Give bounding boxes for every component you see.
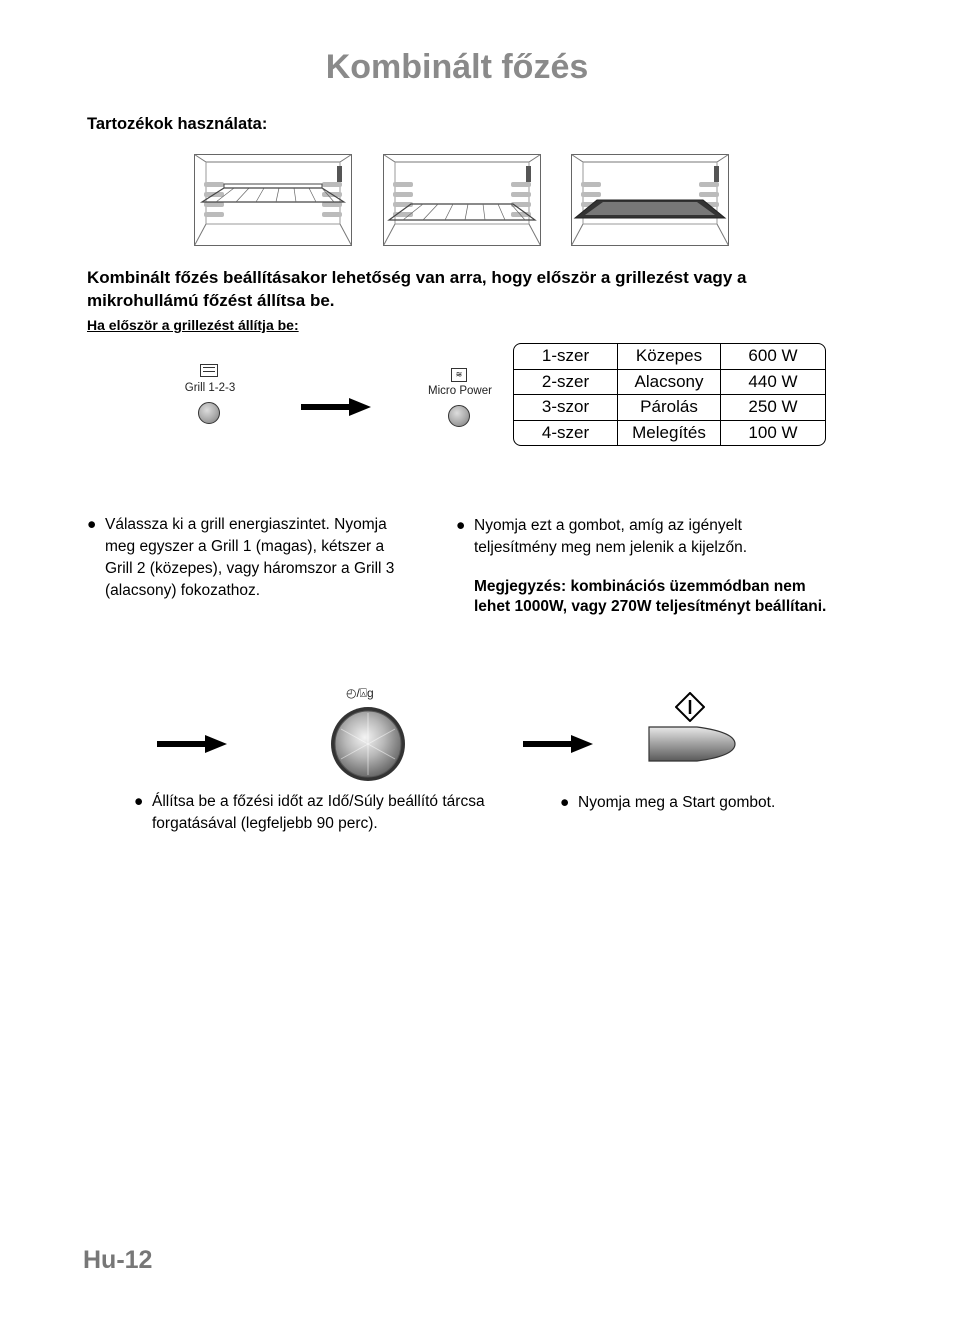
oven-low-rack-illustration [383,154,541,246]
start-icon [675,692,705,722]
table-cell: 250 W [721,395,825,421]
page-title: Kombinált főzés [325,48,589,86]
time-weight-icon: ◴/⍓g [346,686,374,700]
micro-power-button-label: Micro Power [428,385,492,397]
micro-instruction [456,515,814,559]
table-cell: Közepes [618,344,721,370]
page-number: Hu-12 [83,1246,153,1274]
start-button[interactable] [647,724,739,764]
table-cell: 3-szor [514,395,618,421]
dial-instruction-text: Állítsa be a főzési időt az Idő/Súly beállító tárcsa forgatásával (legfeljebb 90 perc). [152,793,485,832]
table-cell: 440 W [721,370,825,396]
table-cell: 1-szer [514,344,618,370]
grill-instruction [87,514,405,602]
arrow-right-icon [301,398,371,416]
table-row [514,370,825,396]
microwave-icon: ≋ [451,368,467,382]
time-weight-dial[interactable] [329,705,407,783]
oven-high-rack-illustration [194,154,352,246]
grill-button[interactable] [198,402,220,424]
start-instruction [560,792,878,814]
intro-text: Kombinált főzés beállításakor lehetőség van arra, hogy először a grillezést vagy a mikrohullámú főzést állítsa be. [87,268,747,310]
micro-instruction-text: Nyomja ezt a gombot, amíg az igényelt teljesítmény meg nem jelenik a kijelzőn. [474,517,748,556]
grill-instruction-text: Válassza ki a grill energiaszintet. Nyomja meg egyszer a Grill 1 (magas), kétszer a Grill 2 (közepes), vagy háromszor a Grill 3 (alacsony) fokozathoz. [105,516,395,599]
dial-instruction [134,791,492,835]
table-cell: Párolás [618,395,721,421]
table-cell: 4-szer [514,421,618,446]
bullet-icon: ● [560,794,570,811]
table-row [514,395,825,421]
arrow-right-icon [157,735,227,753]
table-cell: 2-szer [514,370,618,396]
bullet-icon: ● [87,516,97,533]
bullet-icon: ● [456,517,466,534]
oven-tray-illustration [571,154,729,246]
table-cell: Melegítés [618,421,721,446]
table-cell: Alacsony [618,370,721,396]
start-instruction-text: Nyomja meg a Start gombot. [578,794,776,811]
grill-icon [200,364,218,377]
table-row [514,344,825,370]
arrow-right-icon [523,735,593,753]
note-text: Megjegyzés: kombinációs üzemmódban nem lehet 1000W, vagy 270W teljesítményt beállítani. [474,578,827,615]
micro-power-button[interactable] [448,405,470,427]
table-cell: 600 W [721,344,825,370]
table-row [514,421,825,446]
accessories-heading: Tartozékok használata: [87,115,268,133]
grill-first-subheading: Ha először a grillezést állítja be: [87,317,299,333]
grill-button-label: Grill 1-2-3 [184,382,236,394]
power-level-table [513,343,826,446]
bullet-icon: ● [134,793,144,810]
table-cell: 100 W [748,422,798,442]
